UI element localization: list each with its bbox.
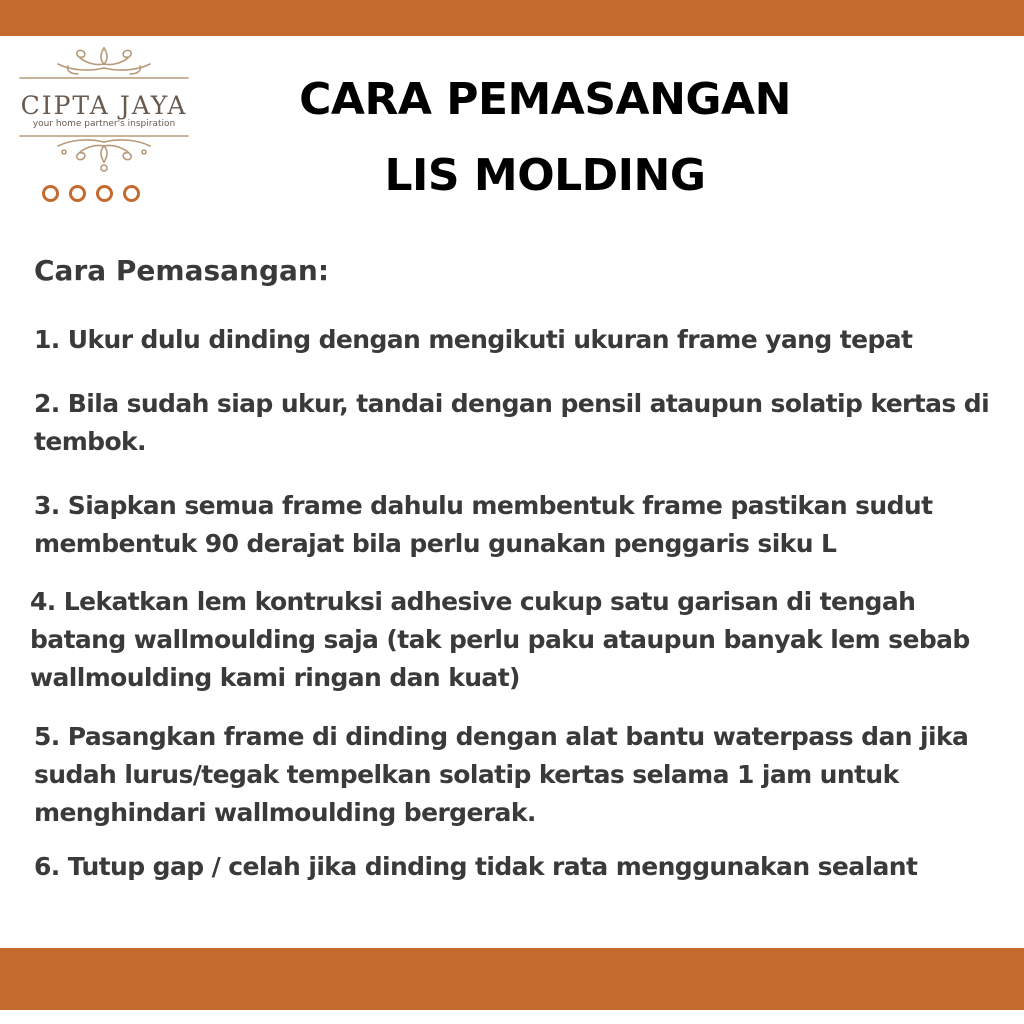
step-1: 1. Ukur dulu dinding dengan mengikuti ukuran frame yang tepat xyxy=(34,325,913,354)
cipta-jaya-logo xyxy=(14,44,194,214)
circle-icon xyxy=(42,185,59,202)
brand-tagline: your home partner's inspiration xyxy=(32,119,176,129)
step-4: 4. Lekatkan lem kontruksi adhesive cukup satu garisan di tengah batang wallmoulding saja (tak perlu paku ataupun banyak lem sebab wallmoulding kami ringan dan kuat) xyxy=(30,587,970,692)
circle-icon xyxy=(96,185,113,202)
title-line-2: LIS MOLDING xyxy=(384,150,706,201)
decorative-dots xyxy=(42,185,140,202)
step-3: 3. Siapkan semua frame dahulu membentuk frame pastikan sudut membentuk 90 derajat bila perlu gunakan penggaris siku L xyxy=(34,491,933,558)
page-title xyxy=(215,62,875,214)
circle-icon xyxy=(69,185,86,202)
bottom-white-strip xyxy=(0,1010,1024,1024)
title-line-1: CARA PEMASANGAN xyxy=(299,74,791,125)
step-2: 2. Bila sudah siap ukur, tandai dengan pensil ataupun solatip kertas di tembok. xyxy=(34,389,990,456)
step-6: 6. Tutup gap / celah jika dinding tidak rata menggunakan sealant xyxy=(34,852,918,881)
step-5: 5. Pasangkan frame di dinding dengan alat bantu waterpass dan jika sudah lurus/tegak tempelkan solatip kertas selama 1 jam untuk menghindari wallmoulding bergerak. xyxy=(34,722,969,827)
circle-icon xyxy=(123,185,140,202)
section-heading: Cara Pemasangan: xyxy=(34,254,330,287)
bottom-accent-band xyxy=(0,948,1024,1010)
brand-name: CIPTA JAYA xyxy=(20,91,188,120)
top-accent-band xyxy=(0,0,1024,36)
